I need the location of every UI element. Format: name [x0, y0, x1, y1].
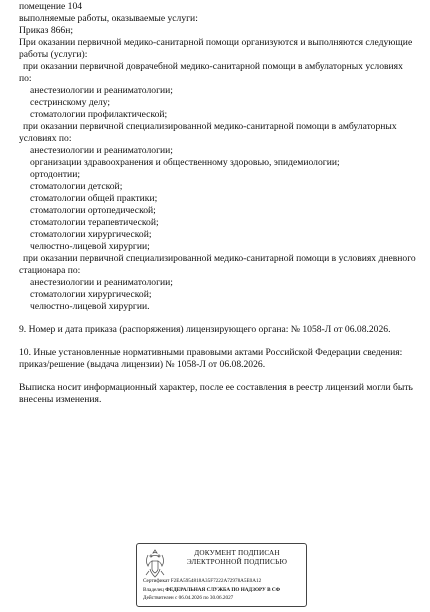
- certificate-row: Сертификат F2EA5954818A35F7222A72978A5E0A12: [143, 578, 262, 584]
- electronic-signature-stamp: [136, 543, 307, 607]
- owner-value: ФЕДЕРАЛЬНАЯ СЛУЖБА ПО НАДЗОРУ В СФ: [165, 587, 281, 593]
- text-line: при оказании первичной специализированной медико-санитарной помощи в условиях дневного: [23, 253, 416, 264]
- list-item: стоматологии общей практики;: [30, 193, 158, 204]
- list-item: стоматологии детской;: [30, 181, 123, 192]
- validity-row: Действителен с 06.04.2026 по 30.06.2027: [143, 595, 234, 601]
- list-item: стоматологии терапевтической;: [30, 217, 159, 228]
- text-line: стационара по:: [19, 265, 81, 276]
- text-line: по:: [19, 73, 32, 84]
- text-line: помещение 104: [19, 1, 83, 12]
- list-item: анестезиологии и реаниматологии;: [30, 277, 173, 288]
- text-line: внесены изменения.: [19, 394, 102, 405]
- list-item: ортодонтии;: [30, 169, 80, 180]
- text-line: при оказании первичной доврачебной медико-санитарной помощи в амбулаторных условиях: [23, 61, 403, 72]
- order-number-paragraph: 9. Номер и дата приказа (распоряжения) лицензирующего органа: № 1058-Л от 06.08.2026.: [19, 324, 391, 335]
- text-line: Приказ 866н;: [19, 25, 74, 36]
- text-line: При оказании первичной медико-санитарной помощи организуются и выполняются следующие: [19, 37, 413, 48]
- list-item: стоматологии хирургической;: [30, 229, 152, 240]
- owner-row: Владелец ФЕДЕРАЛЬНАЯ СЛУЖБА ПО НАДЗОРУ В СФ: [143, 587, 281, 593]
- certificate-value: F2EA5954818A35F7222A72978A5E0A12: [170, 578, 262, 584]
- text-line: выполняемые работы, оказываемые услуги:: [19, 13, 198, 24]
- text-line: работы (услуги):: [19, 49, 88, 60]
- list-item: анестезиологии и реаниматологии;: [30, 85, 173, 96]
- list-item: стоматологии хирургической;: [30, 289, 152, 300]
- text-line: приказ/решение (выдача лицензии) № 1058-Л от 06.08.2026.: [19, 359, 266, 370]
- list-item: сестринскому делу;: [30, 97, 111, 108]
- disclaimer-paragraph: Выписка носит информационный характер, после ее составления в реестр лицензий могли быть: [19, 382, 413, 393]
- list-item: челюстно-лицевой хирургии.: [30, 301, 150, 312]
- list-item: организации здравоохранения и общественному здоровью, эпидемиологии;: [30, 157, 340, 168]
- list-item: анестезиологии и реаниматологии;: [30, 145, 173, 156]
- list-item: челюстно-лицевой хирургии;: [30, 241, 150, 252]
- coat-of-arms-icon: [142, 547, 168, 581]
- list-item: стоматологии ортопедической;: [30, 205, 156, 216]
- text-line: условиях по:: [19, 133, 72, 144]
- list-item: стоматологии профилактической;: [30, 109, 168, 120]
- text-line: при оказании первичной специализированной медико-санитарной помощи в амбулаторных: [23, 121, 397, 132]
- other-info-paragraph: 10. Иные установленные нормативными правовыми актами Российской Федерации сведения:: [19, 347, 403, 358]
- stamp-title: ДОКУМЕНТ ПОДПИСАН ЭЛЕКТРОННОЙ ПОДПИСЬЮ: [186, 549, 288, 566]
